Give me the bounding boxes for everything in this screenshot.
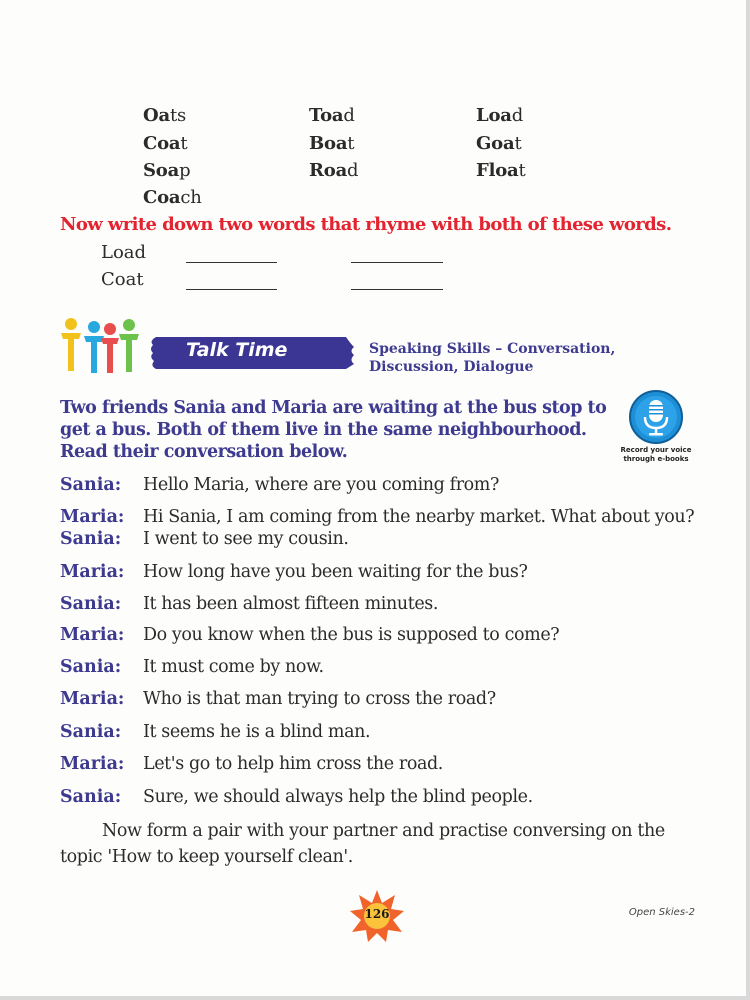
dialogue-line: Do you know when the bus is supposed to come? [143,625,560,645]
word-boat: Boat [309,133,355,154]
speaker-label: Maria: [60,625,125,645]
answer-blank[interactable] [351,289,443,290]
answer-blank[interactable] [186,262,277,263]
speaker-label: Maria: [60,562,125,582]
record-caption: Record your voice through e-books [620,446,692,463]
closing-instruction: Now form a pair with your partner and practise conversing on the topic 'How to keep yourself clean'. [60,821,665,867]
speaker-label: Sania: [60,722,122,742]
dialogue-line: Let's go to help him cross the road. [143,754,443,774]
dialogue-line: It seems he is a blind man. [143,722,371,742]
page-number: 126 [364,907,390,921]
conversation-intro: Two friends Sania and Maria are waiting at the bus stop to get a bus. Both of them live in the same neighbourhood. Read their conversation below. [60,398,607,462]
skills-subtitle: Speaking Skills – Conversation, Discussion, Dialogue [369,341,616,375]
word-soap: Soap [143,160,191,181]
word-toad: Toad [309,105,355,126]
book-title: Open Skies-2 [628,907,695,918]
answer-blank[interactable] [186,289,277,290]
answer-blank[interactable] [351,262,443,263]
rhyme-word-coat: Coat [101,269,144,290]
word-coat: Coat [143,133,188,154]
speaker-label: Maria: [60,507,125,527]
word-coach: Coach [143,187,202,208]
speaker-label: Maria: [60,689,125,709]
dialogue-line: It has been almost fifteen minutes. [143,594,439,614]
word-load: Load [476,105,524,126]
dialogue-line: Hi Sania, I am coming from the nearby market. What about you? [143,507,695,527]
speaker-label: Maria: [60,754,125,774]
speaker-label: Sania: [60,787,122,807]
dialogue-line: It must come by now. [143,657,324,677]
microphone-icon[interactable] [627,389,685,445]
dialogue-line: How long have you been waiting for the bus? [143,562,528,582]
word-goat: Goat [476,133,522,154]
speaker-label: Sania: [60,594,122,614]
dialogue-line: Sure, we should always help the blind people. [143,787,533,807]
speaker-label: Sania: [60,657,122,677]
rhyme-instruction: Now write down two words that rhyme with both of these words. [60,214,672,235]
talk-time-label: Talk Time [186,339,288,361]
dialogue-line: Hello Maria, where are you coming from? [143,475,499,495]
rhyme-word-load: Load [101,242,147,263]
word-float: Float [476,160,526,181]
dialogue-line: Who is that man trying to cross the road? [143,689,496,709]
people-group-icon [58,317,150,375]
speaker-label: Sania: [60,529,122,549]
dialogue-line: I went to see my cousin. [143,529,349,549]
speaker-label: Sania: [60,475,122,495]
word-oats: Oats [143,105,187,126]
word-road: Road [309,160,359,181]
